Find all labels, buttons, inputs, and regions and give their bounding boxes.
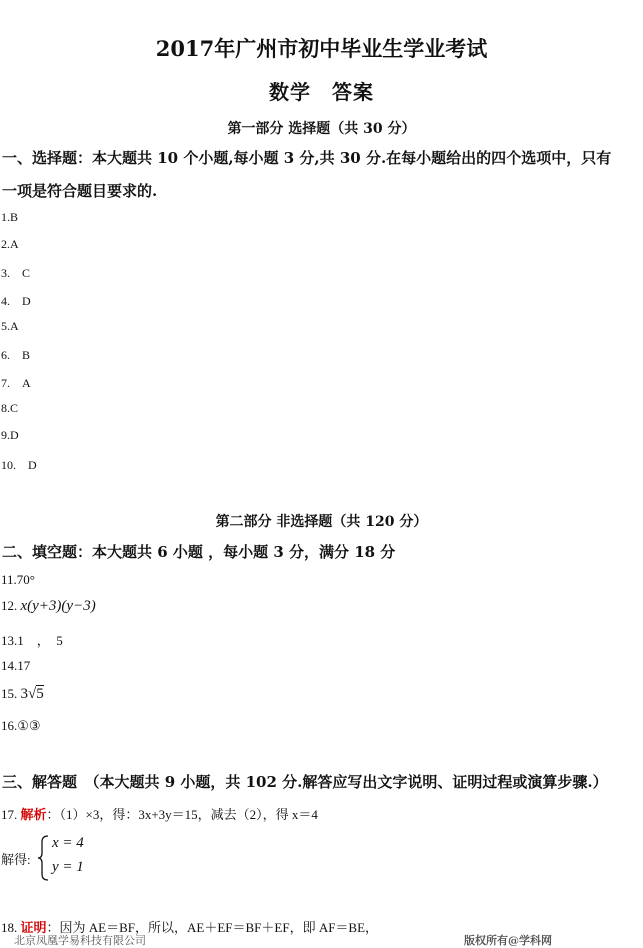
- answer-10: 10. D: [1, 458, 37, 472]
- sqrt-sign: √: [28, 686, 37, 702]
- answer-18-text: ：因为 AE＝BF，所以，AE＋EF＝BF＋EF，即 AF＝BE，: [46, 920, 379, 935]
- solve-section-line: 三、解答题 （本大题共 9 小题，共 102 分.解答应写出文字说明、证明过程或演算步骤.）: [2, 773, 608, 791]
- answer-17-number: 17.: [1, 807, 18, 822]
- part1-heading: 第一部分 选择题（共 30 分）: [227, 121, 416, 137]
- footer-copyright: 版权所有@学科网: [464, 934, 552, 947]
- answer-7: 7. A: [1, 376, 31, 390]
- page-title: 2017年广州市初中毕业生学业考试: [155, 36, 488, 61]
- answer-4: 4. D: [1, 294, 31, 308]
- footer-company: 北京凤凰学易科技有限公司: [14, 934, 146, 947]
- answer-11: 11.70°: [1, 572, 35, 587]
- choice-section-line1: 一、选择题：本大题共 10 个小题,每小题 3 分,共 30 分.在每小题给出的四个选项中，只有: [2, 149, 612, 167]
- answer-12-expression: x(y+3)(y−3): [20, 598, 96, 614]
- answer-2: 2.A: [1, 237, 19, 251]
- answer-8: 8.C: [1, 401, 19, 415]
- answer-3: 3. C: [1, 266, 31, 280]
- answer-15-number: 15.: [1, 686, 18, 701]
- fill-section-line: 二、填空题：本大题共 6 小题 ，每小题 3 分，满分 18 分: [2, 543, 396, 561]
- equation-system: [36, 834, 106, 882]
- answer-6: 6. B: [1, 348, 31, 362]
- answer-18-number: 18.: [1, 920, 18, 935]
- answer-13: 13.1 ， 5: [1, 633, 63, 648]
- answer-12-number: 12.: [1, 598, 18, 613]
- answer-15: [1, 686, 44, 703]
- answer-15-radicand: 5: [36, 686, 44, 702]
- left-brace-icon: [36, 834, 50, 882]
- part2-heading: 第二部分 非选择题（共 120 分）: [215, 514, 428, 530]
- answer-17-label: 解析: [20, 807, 47, 822]
- answer-5: 5.A: [1, 319, 19, 333]
- equation-x: x = 4: [52, 835, 84, 851]
- answer-15-coefficient: 3: [20, 686, 28, 702]
- answer-9: 9.D: [1, 428, 19, 442]
- answer-17-line: [1, 804, 318, 823]
- answer-12: [1, 598, 96, 615]
- answer-16: 16.①③: [1, 718, 41, 733]
- answer-18-label: 证明: [20, 920, 47, 935]
- choice-section-line2: 一项是符合题目要求的.: [2, 182, 158, 200]
- answer-17-solve-label: 解得:: [1, 852, 31, 867]
- answer-14: 14.17: [1, 658, 31, 673]
- equation-y: y = 1: [52, 859, 84, 875]
- page-subtitle: 数学 答案: [269, 80, 374, 104]
- answer-1: 1.B: [1, 210, 19, 224]
- answer-17-text: ：（1）×3，得：3x+3y＝15，减去（2），得 x＝4: [46, 807, 318, 822]
